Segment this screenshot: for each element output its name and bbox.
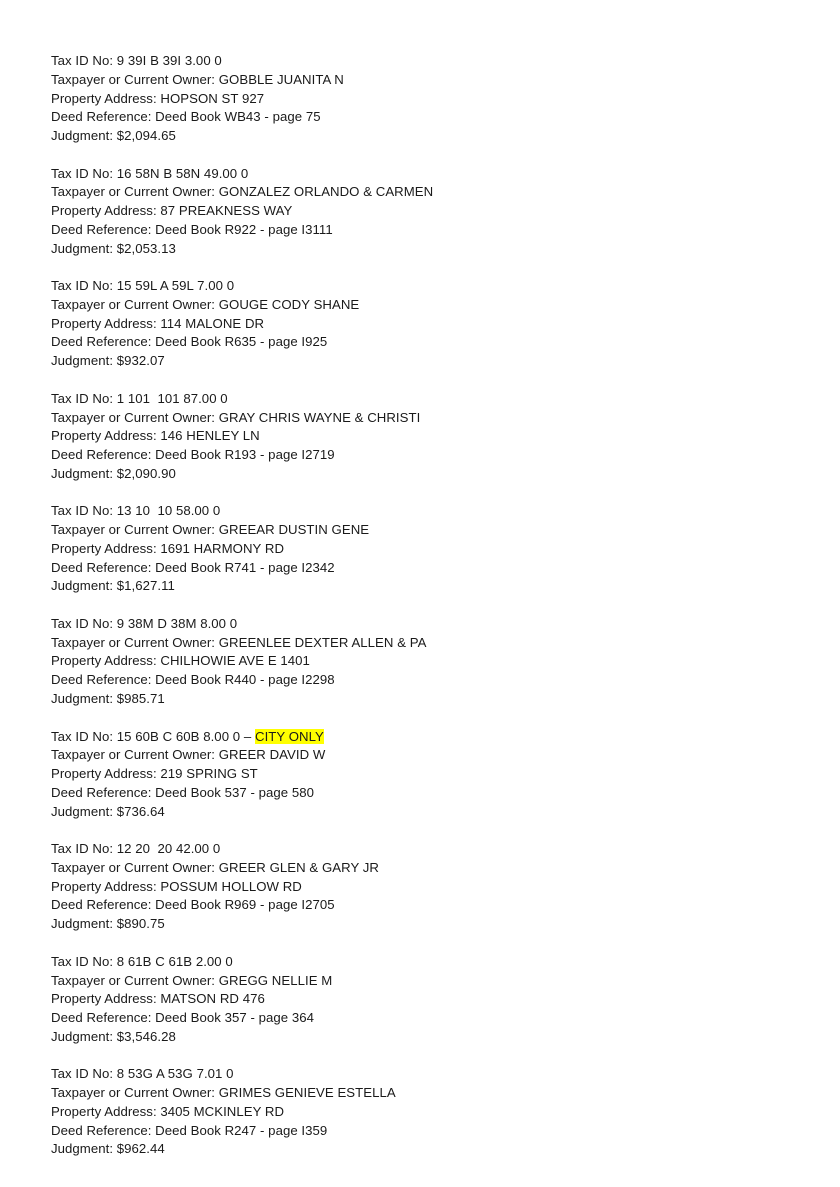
- owner-line: [51, 634, 791, 653]
- judgment-line: [51, 127, 791, 146]
- address-line: [51, 1103, 791, 1122]
- address-line: [51, 540, 791, 559]
- judgment-label: Judgment:: [51, 1028, 114, 1044]
- owner-value: GONZALEZ ORLANDO & CARMEN: [218, 184, 434, 200]
- tax-id-value: 9 38M D 38M 8.00 0: [116, 615, 238, 631]
- deed-value: Deed Book R969 - page I2705: [155, 897, 335, 913]
- address-line: [51, 990, 791, 1009]
- owner-line: [51, 859, 791, 878]
- tax-id-line: [51, 502, 791, 521]
- owner-label: Taxpayer or Current Owner:: [51, 634, 216, 650]
- judgment-value: $2,094.65: [116, 128, 176, 143]
- judgment-value: $2,090.90: [116, 465, 176, 481]
- deed-line: [51, 333, 791, 352]
- tax-id-line: [51, 728, 791, 747]
- deed-value: Deed Book R440 - page I2298: [155, 672, 335, 688]
- owner-label: Taxpayer or Current Owner:: [51, 859, 216, 875]
- owner-line: [51, 521, 791, 540]
- judgment-line: [51, 803, 791, 822]
- tax-id-label: Tax ID No:: [51, 1066, 114, 1082]
- deed-value: Deed Book R922 - page I3111: [155, 221, 333, 237]
- record-greenlee: [51, 615, 791, 728]
- tax-id-line: [51, 1065, 791, 1084]
- address-label: Property Address:: [51, 1103, 157, 1119]
- deed-line: [51, 221, 791, 240]
- address-value: HOPSON ST 927: [160, 90, 265, 106]
- address-label: Property Address:: [51, 991, 157, 1007]
- owner-value: GREEAR DUSTIN GENE: [218, 522, 370, 538]
- tax-id-label: Tax ID No:: [51, 728, 114, 744]
- address-line: [51, 90, 791, 109]
- owner-value: GREER GLEN & GARY JR: [218, 859, 380, 875]
- deed-label: Deed Reference:: [51, 1122, 152, 1138]
- owner-label: Taxpayer or Current Owner:: [51, 522, 216, 538]
- deed-label: Deed Reference:: [51, 1010, 152, 1025]
- address-label: Property Address:: [51, 315, 157, 331]
- judgment-value: $962.44: [116, 1141, 165, 1157]
- record-gregg: [51, 953, 791, 1066]
- record-greer-david: [51, 728, 791, 841]
- deed-line: [51, 559, 791, 578]
- tax-id-value: 15 60B C 60B 8.00 0 –: [116, 728, 255, 744]
- deed-label: Deed Reference:: [51, 672, 152, 688]
- deed-label: Deed Reference:: [51, 334, 152, 350]
- tax-id-label: Tax ID No:: [51, 53, 114, 68]
- tax-id-line: [51, 165, 791, 184]
- deed-line: [51, 446, 791, 465]
- judgment-value: $890.75: [116, 916, 165, 932]
- owner-label: Taxpayer or Current Owner:: [51, 71, 216, 87]
- judgment-value: $2,053.13: [116, 240, 176, 256]
- address-label: Property Address:: [51, 203, 157, 219]
- owner-value: GREGG NELLIE M: [218, 972, 333, 988]
- address-label: Property Address:: [51, 540, 157, 556]
- judgment-label: Judgment:: [51, 803, 114, 819]
- judgment-value: $736.64: [116, 803, 165, 819]
- tax-id-label: Tax ID No:: [51, 503, 114, 519]
- owner-line: [51, 71, 791, 90]
- address-label: Property Address:: [51, 653, 157, 669]
- judgment-label: Judgment:: [51, 1141, 114, 1157]
- owner-label: Taxpayer or Current Owner:: [51, 296, 216, 312]
- deed-line: [51, 1122, 791, 1141]
- record-gobble: [51, 52, 791, 165]
- address-line: [51, 427, 791, 446]
- judgment-line: [51, 1028, 791, 1047]
- address-value: 87 PREAKNESS WAY: [160, 203, 293, 219]
- address-label: Property Address:: [51, 878, 157, 894]
- judgment-value: $1,627.11: [116, 578, 175, 594]
- owner-label: Taxpayer or Current Owner:: [51, 1085, 216, 1101]
- deed-label: Deed Reference:: [51, 784, 152, 800]
- address-line: [51, 202, 791, 221]
- tax-id-line: [51, 390, 791, 409]
- deed-line: [51, 1009, 791, 1028]
- record-gouge: [51, 277, 791, 390]
- tax-id-label: Tax ID No:: [51, 165, 114, 181]
- owner-value: GREER DAVID W: [218, 747, 326, 763]
- deed-value: Deed Book WB43 - page 75: [155, 109, 321, 125]
- address-label: Property Address:: [51, 428, 157, 444]
- address-line: [51, 652, 791, 671]
- tax-id-value: 8 53G A 53G 7.01 0: [116, 1066, 234, 1082]
- deed-line: [51, 671, 791, 690]
- address-value: 1691 HARMONY RD: [160, 540, 285, 556]
- owner-label: Taxpayer or Current Owner:: [51, 184, 216, 200]
- judgment-label: Judgment:: [51, 690, 114, 706]
- owner-line: [51, 296, 791, 315]
- address-value: 114 MALONE DR: [160, 315, 265, 331]
- deed-value: Deed Book R741 - page I2342: [155, 559, 335, 575]
- tax-id-line: [51, 953, 791, 972]
- tax-id-label: Tax ID No:: [51, 953, 114, 969]
- judgment-line: [51, 240, 791, 259]
- owner-label: Taxpayer or Current Owner:: [51, 972, 216, 988]
- address-value: CHILHOWIE AVE E 1401: [160, 653, 310, 669]
- address-value: 219 SPRING ST: [160, 766, 258, 782]
- owner-label: Taxpayer or Current Owner:: [51, 747, 216, 763]
- city-only-highlight: CITY ONLY: [255, 728, 324, 744]
- address-value: POSSUM HOLLOW RD: [160, 878, 302, 894]
- record-grimes: [51, 1065, 791, 1178]
- address-line: [51, 878, 791, 897]
- deed-value: Deed Book R247 - page I359: [155, 1122, 328, 1138]
- deed-value: Deed Book 357 - page 364: [155, 1010, 315, 1025]
- tax-id-value: 13 10 10 58.00 0: [116, 503, 221, 519]
- judgment-value: $3,546.28: [116, 1028, 176, 1044]
- deed-value: Deed Book 537 - page 580: [155, 784, 315, 800]
- deed-line: [51, 108, 791, 127]
- tax-id-value: 1 101 101 87.00 0: [116, 390, 228, 406]
- address-value: 3405 MCKINLEY RD: [160, 1103, 285, 1119]
- judgment-line: [51, 352, 791, 371]
- judgment-value: $932.07: [116, 353, 165, 369]
- owner-label: Taxpayer or Current Owner:: [51, 409, 216, 425]
- owner-value: GOBBLE JUANITA N: [218, 71, 344, 87]
- deed-label: Deed Reference:: [51, 559, 152, 575]
- tax-id-value: 16 58N B 58N 49.00 0: [116, 165, 249, 181]
- judgment-line: [51, 577, 791, 596]
- tax-id-value: 12 20 20 42.00 0: [116, 841, 221, 857]
- tax-id-line: [51, 277, 791, 296]
- deed-label: Deed Reference:: [51, 221, 152, 237]
- judgment-line: [51, 465, 791, 484]
- owner-value: GOUGE CODY SHANE: [218, 296, 360, 312]
- record-gray: [51, 390, 791, 503]
- address-line: [51, 765, 791, 784]
- record-gonzalez: [51, 165, 791, 278]
- owner-line: [51, 746, 791, 765]
- address-label: Property Address:: [51, 90, 157, 106]
- judgment-value: $985.71: [116, 690, 165, 706]
- tax-id-line: [51, 52, 791, 71]
- deed-line: [51, 784, 791, 803]
- record-greear: [51, 502, 791, 615]
- address-label: Property Address:: [51, 766, 157, 782]
- judgment-label: Judgment:: [51, 578, 114, 594]
- judgment-label: Judgment:: [51, 353, 114, 369]
- tax-id-value: 9 39I B 39I 3.00 0: [116, 53, 222, 68]
- tax-id-label: Tax ID No:: [51, 390, 114, 406]
- address-value: MATSON RD 476: [160, 991, 265, 1007]
- deed-value: Deed Book R635 - page I925: [155, 334, 328, 350]
- tax-id-label: Tax ID No:: [51, 278, 114, 294]
- judgment-label: Judgment:: [51, 916, 114, 932]
- judgment-line: [51, 1140, 791, 1159]
- owner-line: [51, 972, 791, 991]
- owner-value: GRIMES GENIEVE ESTELLA: [218, 1085, 396, 1101]
- deed-value: Deed Book R193 - page I2719: [155, 447, 335, 463]
- record-list: [51, 52, 791, 1178]
- address-value: 146 HENLEY LN: [160, 428, 260, 444]
- owner-line: [51, 1084, 791, 1103]
- judgment-line: [51, 690, 791, 709]
- owner-value: GRAY CHRIS WAYNE & CHRISTI: [218, 409, 421, 425]
- judgment-label: Judgment:: [51, 465, 114, 481]
- judgment-label: Judgment:: [51, 128, 114, 143]
- address-line: [51, 315, 791, 334]
- judgment-line: [51, 915, 791, 934]
- tax-id-line: [51, 615, 791, 634]
- owner-value: GREENLEE DEXTER ALLEN & PA: [218, 634, 427, 650]
- deed-label: Deed Reference:: [51, 897, 152, 913]
- deed-label: Deed Reference:: [51, 109, 152, 125]
- tax-id-value: 15 59L A 59L 7.00 0: [116, 278, 235, 294]
- deed-line: [51, 896, 791, 915]
- judgment-label: Judgment:: [51, 240, 114, 256]
- owner-line: [51, 409, 791, 428]
- record-greer-glen: [51, 840, 791, 953]
- tax-id-value: 8 61B C 61B 2.00 0: [116, 953, 233, 969]
- tax-id-label: Tax ID No:: [51, 841, 114, 857]
- owner-line: [51, 183, 791, 202]
- deed-label: Deed Reference:: [51, 447, 152, 463]
- tax-id-label: Tax ID No:: [51, 615, 114, 631]
- tax-id-line: [51, 840, 791, 859]
